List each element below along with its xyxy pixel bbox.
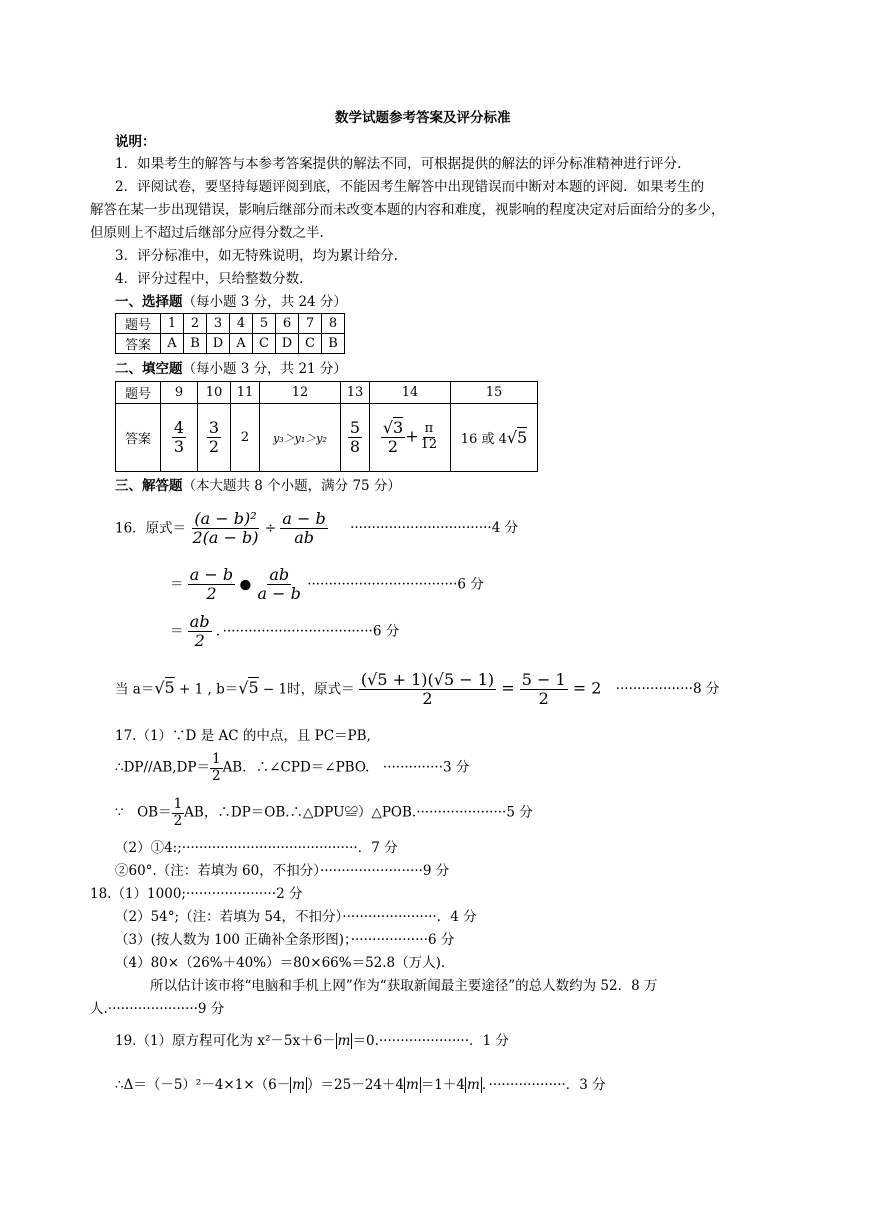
q18-line-4: （4）80×（26%＋40%）＝80×66%＝52.8（万人). xyxy=(115,955,446,971)
q16-line-1: 16．原式＝ $\frac{\text{(a − b)²}}{2(a - b)}$ ÷ $\frac{a - b}{ab}$ ·································4 分 xyxy=(115,509,519,548)
note-3: 3．评分标准中，如无特殊说明，均为累计给分. xyxy=(115,248,398,264)
notes-heading: 说明： xyxy=(115,134,156,150)
q17-line-4: （2）①4:;·········································．7 分 xyxy=(115,840,398,856)
q18-line-6: 人.·····················9 分 xyxy=(90,1001,225,1017)
q16-line-2: ＝ $\frac{a - b}{2}$ ● $\frac{ab}{a - b}$ ···································6 分 xyxy=(170,565,484,604)
choice-answer-table: 题号 1 2 3 4 5 6 7 8 答案 A B D A C D C B xyxy=(115,313,345,354)
q19-line-2: ∴Δ＝（－5）²－4×1×（6－ m ）＝25－24＋4 m ＝1＋4 m ．··················．3 分 xyxy=(115,1077,606,1093)
q16-line-4: 当 a＝√5 + 1 , b＝√5 − 1时，原式＝ $\frac{(√5 + 1)(√5 - 1)}{2}$ = $\frac{5 - 1}{2}$ = 2 ··················8 分 xyxy=(115,670,720,709)
note-1: 1．如果考生的解答与本参考答案提供的解法不同，可根据提供的解法的评分标准精神进行评分. xyxy=(115,156,682,172)
page-title: 数学试题参考答案及评分标准 xyxy=(335,110,511,126)
q17-line-3: ∵ OB＝ $\frac{1}{2}$ AB，∴DP＝OB.∴△DPU≌）△POB.·····················5 分 xyxy=(115,796,533,829)
q18-line-5: 所以估计该市将“电脑和手机上网”作为“获取新闻最主要途径”的总人数约为 52．8 万 xyxy=(150,978,658,994)
q19-line-1: 19.（1）原方程可化为 x²－5x＋6－ m ＝0.·····················．1 分 xyxy=(115,1033,509,1049)
q18-line-1: 18.（1）1000;·····················2 分 xyxy=(90,886,303,902)
q18-line-3: （3）(按人数为 100 正确补全条形图)；··················6 分 xyxy=(115,932,455,948)
q18-line-2: （2）54°;（注：若填为 54，不扣分）······················．4 分 xyxy=(115,909,477,925)
q17-line-5: ②60°.（注：若填为 60，不扣分）························9 分 xyxy=(115,863,450,879)
note-2b: 解答在某一步出现错误，影响后继部分而未改变本题的内容和难度，视影响的程度决定对后面给分的多少， xyxy=(90,202,725,218)
q17-line-1: 17.（1）∵D 是 AC 的中点，且 PC＝PB, xyxy=(115,728,371,744)
q17-line-2: ∴DP//AB,DP＝ $\frac{1}{2}$ AB．∴∠CPD＝∠PBO. ··············3 分 xyxy=(115,751,470,784)
section-3-heading: 三、解答题（本大题共 8 个小题，满分 75 分） xyxy=(115,478,401,494)
q16-line-3: ＝ $\frac{ab}{2}$ ．···································6 分 xyxy=(170,612,400,651)
note-2a: 2．评阅试卷，要坚持每题评阅到底，不能因考生解答中出现错误而中断对本题的评阅．如果考生的 xyxy=(115,179,705,195)
section-2-heading: 二、填空题（每小题 3 分，共 21 分） xyxy=(115,361,347,377)
fill-answer-table: 题号 9 10 11 12 13 14 15 答案 $\frac{4}{3}$ $\frac{3}{2}$ 2 y₃＞y₁＞y₂ $\frac{5}{8}$ $\frac{√3}{2}$ + $\frac{\pi}{12}$ 16 或 4√5 xyxy=(115,381,538,472)
note-4: 4．评分过程中，只给整数分数. xyxy=(115,271,304,287)
note-2c: 但原则上不超过后继部分应得分数之半. xyxy=(90,225,324,241)
section-1-heading: 一、选择题（每小题 3 分，共 24 分） xyxy=(115,294,347,310)
